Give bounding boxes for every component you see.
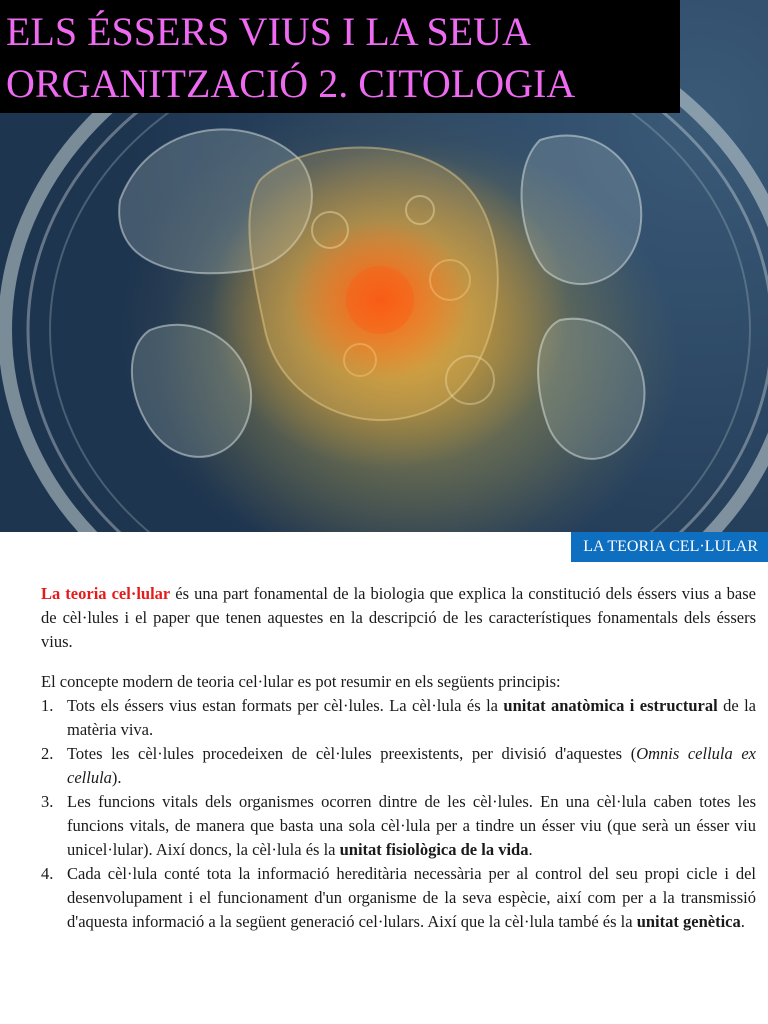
list-text: Cada cèl·lula conté tota la informació hereditària necessària per al control del seu propi cicle i del desenvolupament i el funcionament d'un organisme de la seva espècie, així com per a la transmissió d'aquesta informació a la següent generació cel·lulars. Així que la cèl·lula també és la (67, 864, 756, 931)
list-item (41, 862, 756, 934)
page-title-line-1: ELS ÉSSERS VIUS I LA SEUA (6, 9, 531, 54)
list-text: . (740, 912, 745, 931)
list-item (41, 790, 756, 862)
list-number: 1. (41, 696, 54, 715)
principles-list (41, 694, 756, 934)
list-item (41, 694, 756, 742)
bold-term: unitat genètica (636, 912, 741, 931)
bold-term: unitat anatòmica i estructural (503, 696, 718, 715)
intro-text: és una part fonamental de la biologia que explica la constitució dels éssers vius a base de cèl·lules i el paper que tenen aquestes en la descripció de les característiques fonamentals dels éssers vius. (41, 584, 756, 651)
page-title-line-2: ORGANITZACIÓ 2. CITOLOGIA (6, 61, 576, 106)
list-number: 2. (41, 744, 54, 763)
list-text: ). (111, 768, 122, 787)
list-text: Les funcions vitals dels organismes ocorren dintre de les cèl·lules. En una cèl·lula caben totes les funcions vitals, de manera que basta una sola cèl·lula per a tindre un ésser viu (que serà un ésser viu unicel·lular). Així doncs, la cèl·lula és la (67, 792, 756, 859)
list-item (41, 742, 756, 790)
main-content (41, 582, 756, 934)
list-text: de la matèria viva. (67, 696, 756, 739)
bold-term: unitat fisiològica de la vida (339, 840, 529, 859)
principles-intro: El concepte modern de teoria cel·lular es pot resumir en els següents principis: (41, 672, 561, 691)
title-box (0, 0, 680, 113)
list-number: 4. (41, 864, 54, 883)
intro-paragraph (41, 582, 756, 654)
list-number: 3. (41, 792, 54, 811)
list-text: . (528, 840, 533, 859)
highlighted-term: La teoria cel·lular (41, 584, 171, 603)
list-text: Tots els éssers vius estan formats per cèl·lules. La cèl·lula és la (67, 696, 504, 715)
section-tag: LA TEORIA CEL·LULAR (571, 532, 768, 562)
italic-term: Omnis cellula ex cellula (67, 744, 756, 787)
list-text: Totes les cèl·lules procedeixen de cèl·lules preexistents, per divisió d'aquestes ( (67, 744, 637, 763)
